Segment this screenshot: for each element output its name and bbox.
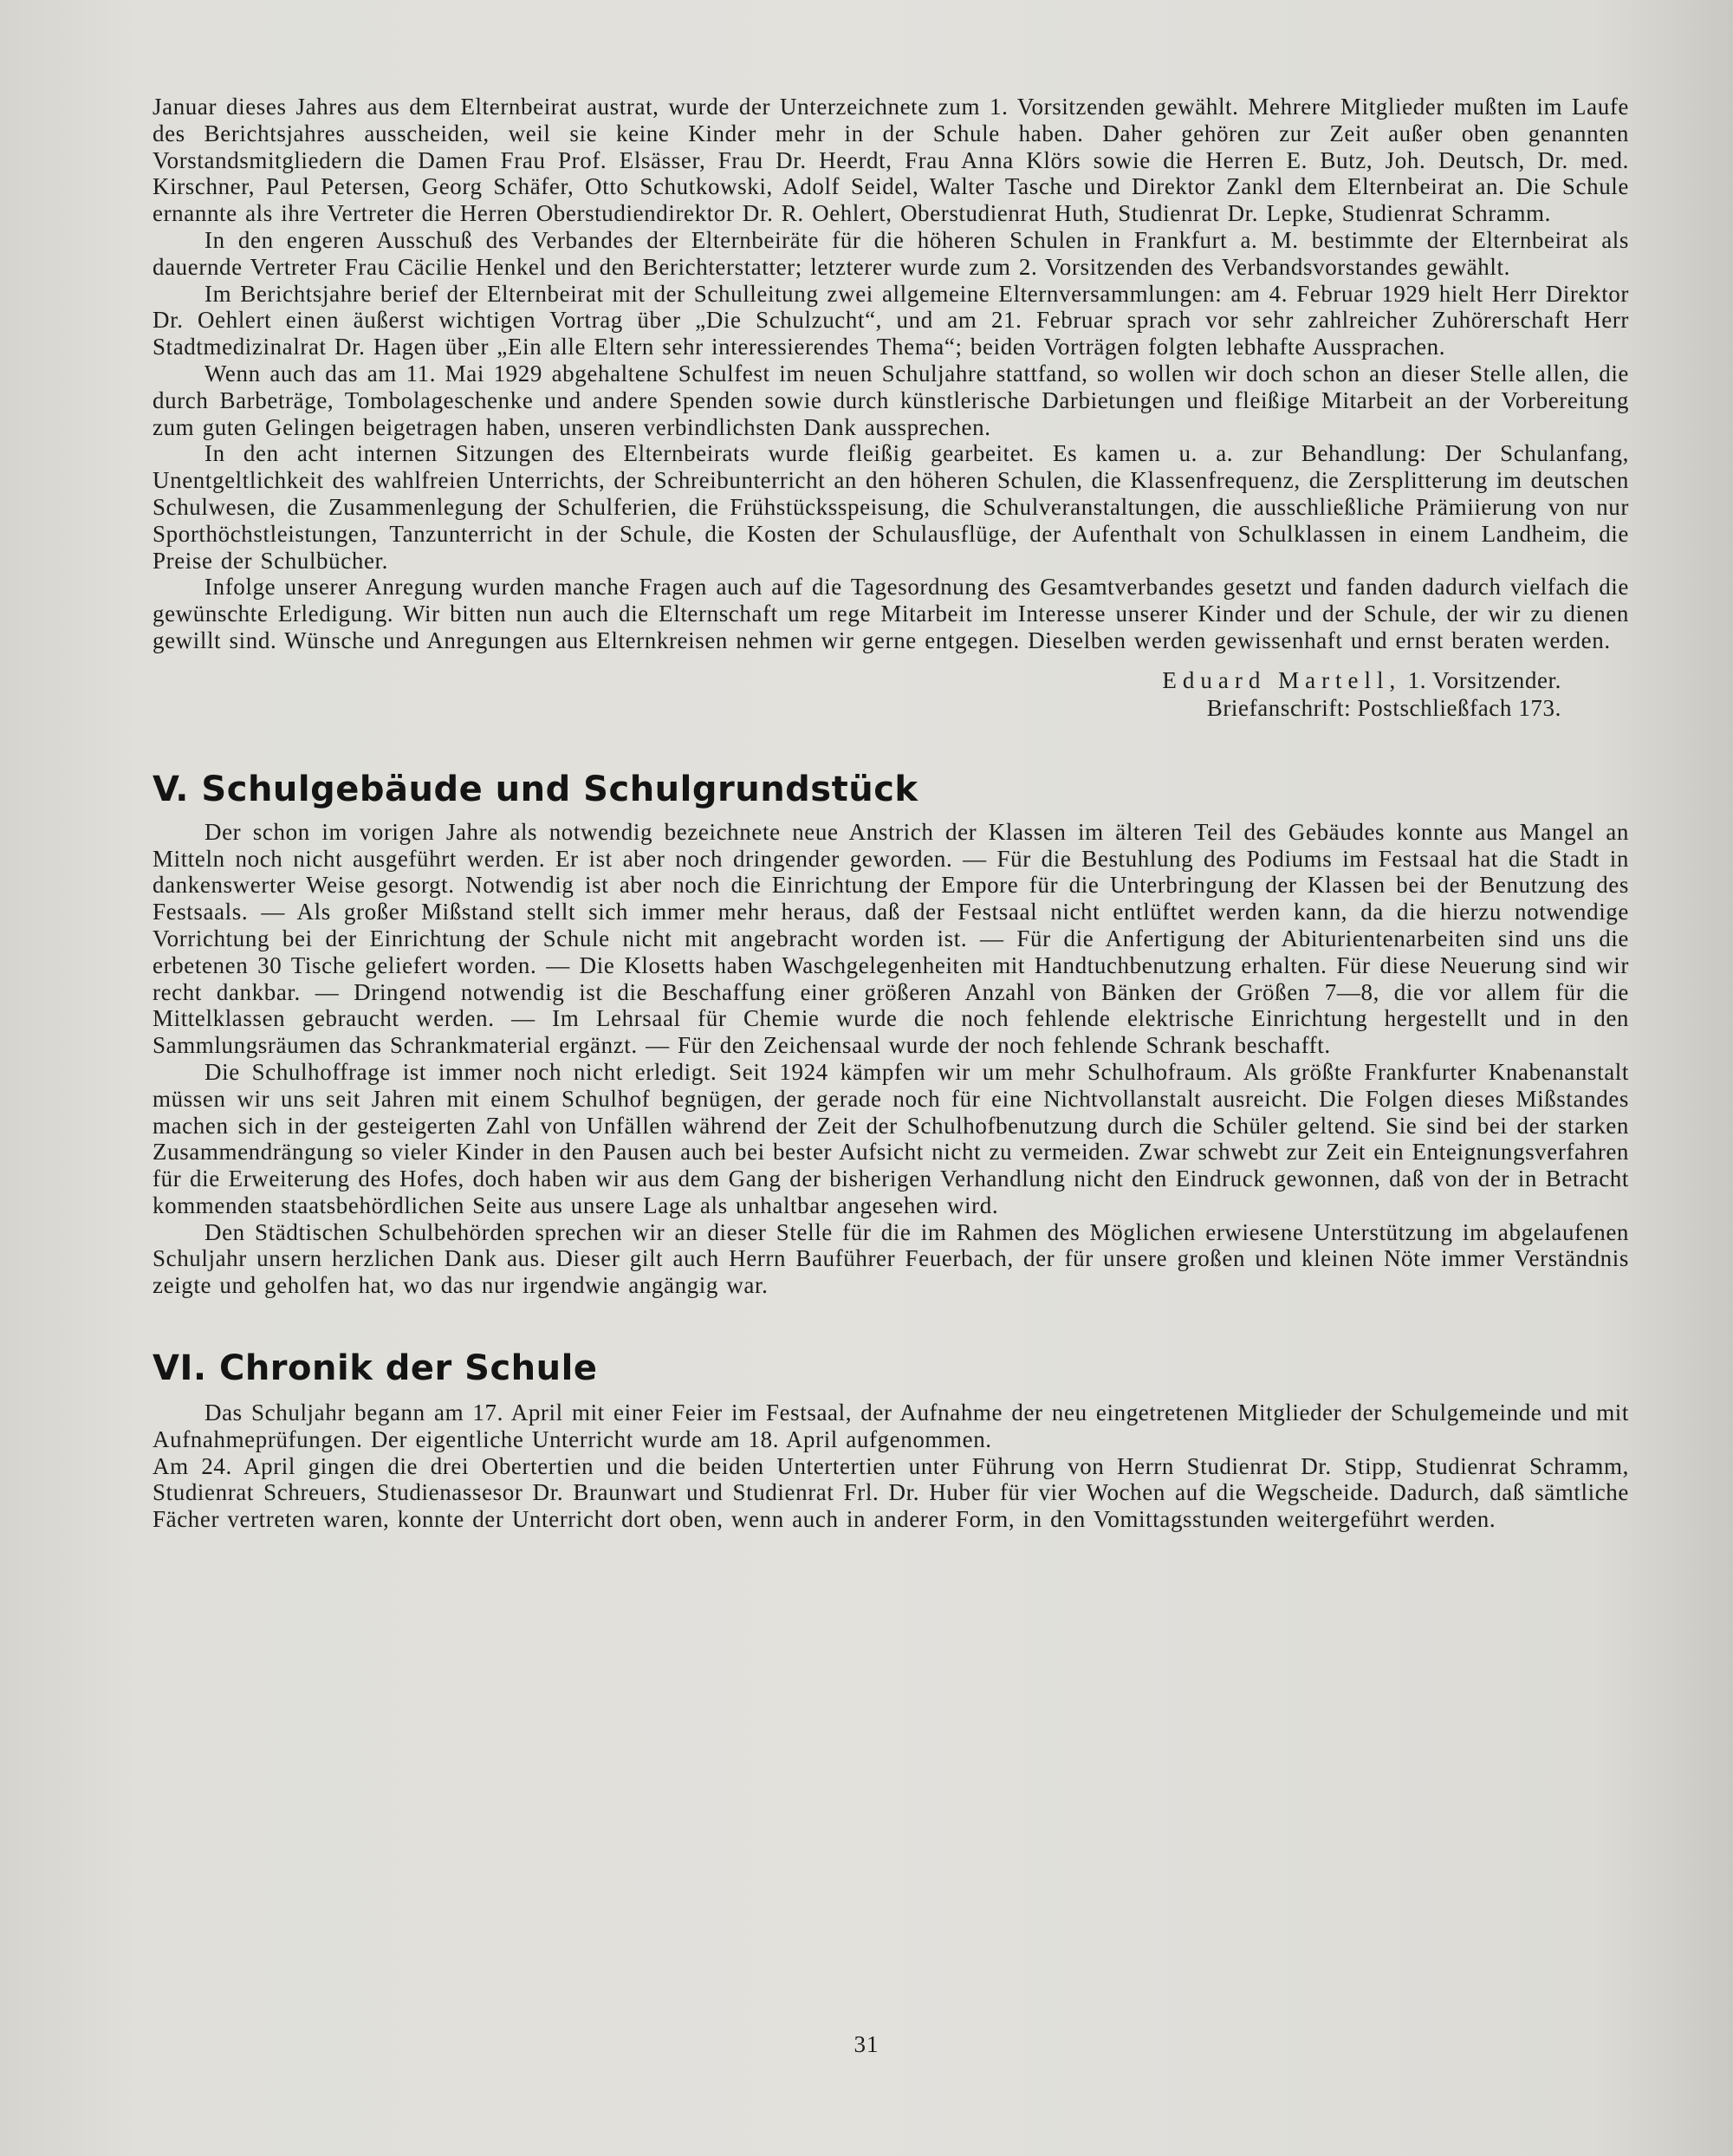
intro-paragraph: Infolge unserer Anregung wurden manche Fragen auch auf die Tagesordnung des Gesamtverbandes gesetzt und fanden dadurch vielfach die gewünschte Erledigung. Wir bitten nun auch die Elternschaft um rege Mitarbeit im Interesse unserer Kinder und der Schule, der wir zu dienen gewillt sind. Wünsche und Anregungen aus Elternkreisen nehmen wir gerne entgegen. Dieselben werden gewissenhaft und ernst beraten werden. [153, 574, 1629, 653]
section-v-heading: V. Schulgebäude und Schulgrundstück [153, 769, 918, 809]
signature-address: Briefanschrift: Postschließfach 173. [1206, 694, 1561, 721]
signature-role: 1. Vorsitzender. [1401, 666, 1561, 693]
section-v-paragraph: Den Städtischen Schulbehörden sprechen wir an dieser Stelle für die im Rahmen des Möglichen erwiesene Unterstützung im abgelaufenen Schuljahr unsern herzlichen Dank aus. Dieser gilt auch Herrn Bauführer Feuerbach, der für unsere großen und kleinen Nöte immer Verständnis zeigte und geholfen hat, wo das nur irgendwie angängig war. [153, 1218, 1629, 1299]
signature-line [153, 666, 1561, 694]
section-vi-paragraph: Am 24. April gingen die drei Obertertien und die beiden Untertertien unter Führung von Herrn Studienrat Dr. Stipp, Studienrat Schramm, Studienrat Schreuers, Studienassesor Dr. Braunwart und Studienrat Frl. Dr. Huber für vier Wochen auf die Wegscheide. Dadurch, daß sämtliche Fächer vertreten waren, konnte der Unterricht dort oben, wenn auch in anderer Form, in den Vomittagsstunden weitergeführt werden. [153, 1452, 1629, 1533]
signature-name: Eduard Martell, [1162, 666, 1402, 693]
intro-paragraph: Januar dieses Jahres aus dem Elternbeirat austrat, wurde der Unterzeichnete zum 1. Vorsitzenden gewählt. Mehrere Mitglieder mußten im Laufe des Berichtsjahres ausscheiden, weil sie keine Kinder mehr in der Schule haben. Daher gehören zur Zeit außer oben genannten Vorstandsmitgliedern die Damen Frau Prof. Elsässer, Frau Dr. Heerdt, Frau Anna Klörs sowie die Herren E. Butz, Joh. Deutsch, Dr. med. Kirschner, Paul Petersen, Georg Schäfer, Otto Schutkowski, Adolf Seidel, Walter Tasche und Direktor Zankl dem Elternbeirat an. Die Schule ernannte als ihre Vertreter die Herren Oberstudiendirektor Dr. R. Oehlert, Oberstudienrat Huth, Studienrat Dr. Lepke, Studienrat Schramm. [153, 94, 1629, 227]
intro-paragraph: Im Berichtsjahre berief der Elternbeirat mit der Schulleitung zwei allgemeine Elternversammlungen: am 4. Februar 1929 hielt Herr Direktor Dr. Oehlert einen äußerst wichtigen Vortrag über „Die Schulzucht“, und am 21. Februar sprach vor sehr zahlreicher Zuhörerschaft Herr Stadtmedizinalrat Dr. Hagen über „Ein alle Eltern sehr interessierendes Thema“; beiden Vorträgen folgten lebhafte Aussprachen. [153, 280, 1629, 360]
section-v-paragraph: Der schon im vorigen Jahre als notwendig bezeichnete neue Anstrich der Klassen im älteren Teil des Gebäudes konnte aus Mangel an Mitteln noch nicht ausgeführt werden. Er ist aber noch dringender geworden. — Für die Bestuhlung des Podiums im Festsaal hat die Stadt in dankenswerter Weise gesorgt. Notwendig ist aber noch die Einrichtung der Empore für die Unterbringung der Klassen bei der Benutzung des Festsaals. — Als großer Mißstand stellt sich immer mehr heraus, daß der Festsaal nicht entlüftet werden kann, da die hierzu notwendige Vorrichtung bei der Einrichtung der Schule nicht mit angebracht worden ist. — Für die Anfertigung der Abiturientenarbeiten sind uns die erbetenen 30 Tische geliefert worden. — Die Klosetts haben Waschgelegenheiten mit Handtuchbenutzung erhalten. Für diese Neuerung sind wir recht dankbar. — Dringend notwendig ist die Beschaffung einer größeren Anzahl von Bänken der Größen 7—8, die vor allem für die Mittelklassen gebraucht werden. — Im Lehrsaal für Chemie wurde die noch fehlende elektrische Einrichtung hergestellt und in den Sammlungsräumen das Schrankmaterial ergänzt. — Für den Zeichensaal wurde der noch fehlende Schrank beschafft. [153, 818, 1629, 1059]
intro-paragraph: Wenn auch das am 11. Mai 1929 abgehaltene Schulfest im neuen Schuljahre stattfand, so wollen wir doch schon an dieser Stelle allen, die durch Barbeträge, Tombolageschenke und andere Spenden sowie durch künstlerische Darbietungen und fleißige Mitarbeit an der Vorbereitung zum guten Gelingen beigetragen haben, unseren verbindlichsten Dank aussprechen. [153, 360, 1629, 440]
page-content [153, 94, 1629, 1533]
intro-paragraph: In den acht internen Sitzungen des Elternbeirats wurde fleißig gearbeitet. Es kamen u. a. zur Behandlung: Der Schulanfang, Unentgeltlichkeit des wahlfreien Unterrichts, der Schreibunterricht an den höheren Schulen, die Klassenfrequenz, die Zersplitterung im deutschen Schulwesen, die Zusammenlegung der Schulferien, die Frühstücksspeisung, die Schulveranstaltungen, die ausschließliche Prämiierung von nur Sporthöchstleistungen, Tanzunterricht in der Schule, die Kosten der Schulausflüge, der Aufenthalt von Schulklassen in einem Landheim, die Preise der Schulbücher. [153, 440, 1629, 574]
page-number: 31 [854, 2031, 879, 2057]
section-vi-paragraph: Das Schuljahr begann am 17. April mit einer Feier im Festsaal, der Aufnahme der neu eingetretenen Mitglieder der Schulgemeinde und mit Aufnahmeprüfungen. Der eigentliche Unterricht wurde am 18. April aufgenommen. [153, 1399, 1629, 1452]
intro-paragraph: In den engeren Ausschuß des Verbandes der Elternbeiräte für die höheren Schulen in Frankfurt a. M. bestimmte der Elternbeirat als dauernde Vertreter Frau Cäcilie Henkel und den Berichterstatter; letzterer wurde zum 2. Vorsitzenden des Verbandsvorstandes gewählt. [153, 226, 1629, 280]
signature-block [153, 666, 1629, 722]
section-v-paragraph: Die Schulhoffrage ist immer noch nicht erledigt. Seit 1924 kämpfen wir um mehr Schulhofraum. Als größte Frankfurter Knabenanstalt müssen wir uns seit Jahren mit einem Schulhof begnügen, der gerade noch für eine Nichtvollanstalt ausreicht. Die Folgen dieses Mißstandes machen sich in der gesteigerten Zahl von Unfällen während der Zeit der Schulhofbenutzung durch die Schüler geltend. Sie sind bei der starken Zusammendrängung so vieler Kinder in den Pausen auch bei bester Aufsicht nicht zu vermeiden. Zwar schwebt zur Zeit ein Enteignungsverfahren für die Erweiterung des Hofes, doch haben wir aus dem Gang der bisherigen Verhandlung nicht den Eindruck gewonnen, daß von der in Betracht kommenden staatsbehördlichen Seite aus unsere Lage als unhaltbar angesehen wird. [153, 1058, 1629, 1218]
section-vi-heading: VI. Chronik der Schule [153, 1348, 598, 1389]
